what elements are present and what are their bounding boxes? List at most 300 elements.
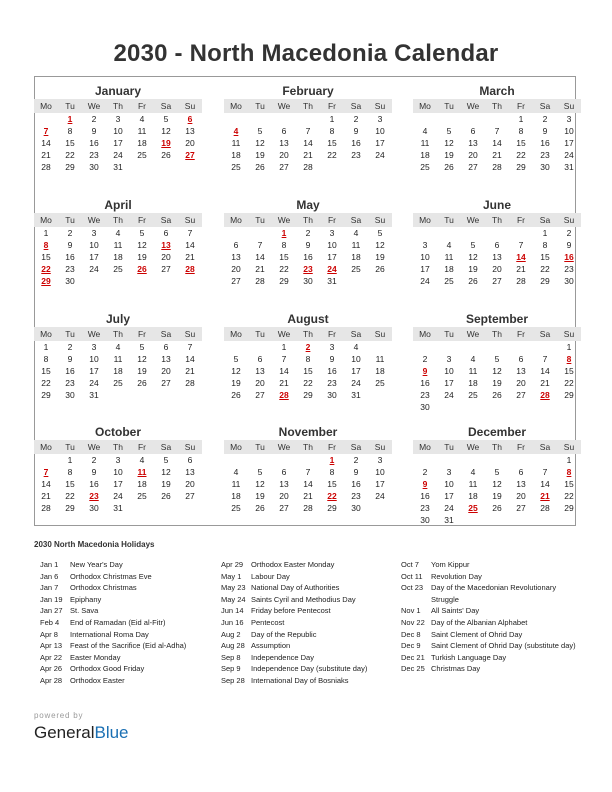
day-cell[interactable]: 27 bbox=[161, 264, 171, 274]
day-cell[interactable]: 15 bbox=[516, 138, 526, 148]
day-cell[interactable]: 5 bbox=[257, 467, 263, 477]
day-cell[interactable]: 28 bbox=[41, 503, 51, 513]
day-cell[interactable]: 12 bbox=[375, 240, 385, 250]
day-cell[interactable]: 25 bbox=[231, 162, 241, 172]
day-cell[interactable]: 9 bbox=[422, 479, 428, 489]
day-cell[interactable]: 11 bbox=[444, 252, 454, 262]
day-cell[interactable]: 24 bbox=[351, 378, 361, 388]
day-cell[interactable]: 12 bbox=[492, 366, 502, 376]
day-cell[interactable]: 29 bbox=[303, 390, 313, 400]
day-cell[interactable]: 20 bbox=[468, 150, 478, 160]
day-cell[interactable]: 3 bbox=[566, 114, 572, 124]
day-cell[interactable]: 13 bbox=[516, 479, 526, 489]
day-cell[interactable]: 6 bbox=[518, 467, 524, 477]
day-cell[interactable]: 3 bbox=[446, 467, 452, 477]
day-cell[interactable]: 11 bbox=[113, 240, 123, 250]
day-cell[interactable]: 18 bbox=[137, 479, 147, 489]
day-cell[interactable]: 4 bbox=[446, 240, 452, 250]
day-cell[interactable]: 20 bbox=[185, 479, 195, 489]
day-cell[interactable]: 5 bbox=[494, 354, 500, 364]
day-cell[interactable]: 20 bbox=[516, 491, 526, 501]
day-cell[interactable]: 28 bbox=[255, 276, 265, 286]
day-cell[interactable]: 26 bbox=[137, 378, 147, 388]
day-cell[interactable]: 21 bbox=[185, 366, 195, 376]
generalblue-logo[interactable] bbox=[34, 723, 129, 743]
day-cell[interactable]: 6 bbox=[281, 467, 287, 477]
day-cell[interactable]: 10 bbox=[444, 479, 454, 489]
day-cell[interactable]: 16 bbox=[420, 491, 430, 501]
day-cell[interactable]: 4 bbox=[139, 455, 145, 465]
day-cell[interactable]: 27 bbox=[468, 162, 478, 172]
day-cell[interactable]: 17 bbox=[89, 366, 99, 376]
day-cell[interactable]: 12 bbox=[161, 126, 171, 136]
day-cell[interactable]: 21 bbox=[303, 491, 313, 501]
day-cell[interactable]: 26 bbox=[231, 390, 241, 400]
day-cell[interactable]: 1 bbox=[329, 114, 335, 124]
day-cell[interactable]: 22 bbox=[279, 264, 289, 274]
day-cell[interactable]: 16 bbox=[65, 366, 75, 376]
day-cell[interactable]: 15 bbox=[65, 479, 75, 489]
day-cell[interactable]: 9 bbox=[67, 240, 73, 250]
day-cell[interactable]: 4 bbox=[115, 228, 121, 238]
day-cell[interactable]: 21 bbox=[41, 491, 51, 501]
day-cell[interactable]: 16 bbox=[327, 366, 337, 376]
day-cell[interactable]: 13 bbox=[468, 138, 478, 148]
day-cell[interactable]: 27 bbox=[516, 503, 526, 513]
day-cell[interactable]: 7 bbox=[43, 126, 49, 136]
day-cell[interactable]: 2 bbox=[353, 114, 359, 124]
day-cell[interactable]: 16 bbox=[303, 252, 313, 262]
day-cell[interactable]: 16 bbox=[351, 138, 361, 148]
day-cell[interactable]: 24 bbox=[375, 491, 385, 501]
day-cell[interactable]: 27 bbox=[231, 276, 241, 286]
day-cell[interactable]: 19 bbox=[492, 378, 502, 388]
day-cell[interactable]: 28 bbox=[185, 264, 195, 274]
day-cell[interactable]: 10 bbox=[444, 366, 454, 376]
day-cell[interactable]: 26 bbox=[492, 390, 502, 400]
day-cell[interactable]: 20 bbox=[279, 150, 289, 160]
day-cell[interactable]: 17 bbox=[327, 252, 337, 262]
day-cell[interactable]: 7 bbox=[187, 342, 193, 352]
day-cell[interactable]: 10 bbox=[375, 467, 385, 477]
day-cell[interactable]: 24 bbox=[89, 264, 99, 274]
day-cell[interactable]: 2 bbox=[67, 228, 73, 238]
day-cell[interactable]: 20 bbox=[255, 378, 265, 388]
day-cell[interactable]: 16 bbox=[420, 378, 430, 388]
day-cell[interactable]: 25 bbox=[351, 264, 361, 274]
day-cell[interactable]: 7 bbox=[187, 228, 193, 238]
day-cell[interactable]: 2 bbox=[542, 114, 548, 124]
day-cell[interactable]: 3 bbox=[91, 342, 97, 352]
day-cell[interactable]: 4 bbox=[422, 126, 428, 136]
day-cell[interactable]: 27 bbox=[279, 162, 289, 172]
day-cell[interactable]: 26 bbox=[444, 162, 454, 172]
day-cell[interactable]: 28 bbox=[303, 162, 313, 172]
day-cell[interactable]: 14 bbox=[255, 252, 265, 262]
day-cell[interactable]: 28 bbox=[540, 390, 550, 400]
day-cell[interactable]: 11 bbox=[231, 479, 241, 489]
day-cell[interactable]: 14 bbox=[540, 366, 550, 376]
day-cell[interactable]: 4 bbox=[470, 354, 476, 364]
day-cell[interactable]: 27 bbox=[255, 390, 265, 400]
day-cell[interactable]: 1 bbox=[43, 228, 49, 238]
day-cell[interactable]: 23 bbox=[351, 491, 361, 501]
day-cell[interactable]: 26 bbox=[468, 276, 478, 286]
day-cell[interactable]: 24 bbox=[444, 503, 454, 513]
day-cell[interactable]: 18 bbox=[137, 138, 147, 148]
day-cell[interactable]: 14 bbox=[303, 479, 313, 489]
day-cell[interactable]: 17 bbox=[113, 138, 123, 148]
day-cell[interactable]: 7 bbox=[542, 467, 548, 477]
day-cell[interactable]: 28 bbox=[516, 276, 526, 286]
day-cell[interactable]: 21 bbox=[516, 264, 526, 274]
day-cell[interactable]: 20 bbox=[492, 264, 502, 274]
day-cell[interactable]: 8 bbox=[542, 240, 548, 250]
day-cell[interactable]: 23 bbox=[420, 503, 430, 513]
day-cell[interactable]: 5 bbox=[139, 228, 145, 238]
day-cell[interactable]: 9 bbox=[91, 126, 97, 136]
day-cell[interactable]: 10 bbox=[351, 354, 361, 364]
day-cell[interactable]: 25 bbox=[444, 276, 454, 286]
day-cell[interactable]: 7 bbox=[43, 467, 49, 477]
day-cell[interactable]: 19 bbox=[255, 150, 265, 160]
day-cell[interactable]: 18 bbox=[231, 150, 241, 160]
day-cell[interactable]: 18 bbox=[444, 264, 454, 274]
day-cell[interactable]: 24 bbox=[564, 150, 574, 160]
day-cell[interactable]: 13 bbox=[255, 366, 265, 376]
day-cell[interactable]: 6 bbox=[494, 240, 500, 250]
day-cell[interactable]: 26 bbox=[255, 162, 265, 172]
day-cell[interactable]: 15 bbox=[303, 366, 313, 376]
day-cell[interactable]: 21 bbox=[255, 264, 265, 274]
day-cell[interactable]: 30 bbox=[327, 390, 337, 400]
day-cell[interactable]: 30 bbox=[351, 503, 361, 513]
day-cell[interactable]: 24 bbox=[375, 150, 385, 160]
day-cell[interactable]: 31 bbox=[444, 515, 454, 525]
day-cell[interactable]: 16 bbox=[564, 252, 574, 262]
day-cell[interactable]: 30 bbox=[89, 162, 99, 172]
day-cell[interactable]: 9 bbox=[67, 354, 73, 364]
day-cell[interactable]: 7 bbox=[305, 467, 311, 477]
day-cell[interactable]: 17 bbox=[113, 479, 123, 489]
day-cell[interactable]: 23 bbox=[65, 264, 75, 274]
day-cell[interactable]: 5 bbox=[470, 240, 476, 250]
day-cell[interactable]: 6 bbox=[187, 455, 193, 465]
day-cell[interactable]: 18 bbox=[420, 150, 430, 160]
day-cell[interactable]: 30 bbox=[65, 276, 75, 286]
day-cell[interactable]: 31 bbox=[89, 390, 99, 400]
day-cell[interactable]: 14 bbox=[185, 240, 195, 250]
day-cell[interactable]: 8 bbox=[67, 126, 73, 136]
day-cell[interactable]: 13 bbox=[185, 126, 195, 136]
day-cell[interactable]: 16 bbox=[89, 138, 99, 148]
day-cell[interactable]: 9 bbox=[305, 240, 311, 250]
day-cell[interactable]: 24 bbox=[327, 264, 337, 274]
day-cell[interactable]: 17 bbox=[351, 366, 361, 376]
day-cell[interactable]: 5 bbox=[494, 467, 500, 477]
day-cell[interactable]: 12 bbox=[255, 479, 265, 489]
day-cell[interactable]: 18 bbox=[468, 491, 478, 501]
day-cell[interactable]: 28 bbox=[492, 162, 502, 172]
day-cell[interactable]: 21 bbox=[303, 150, 313, 160]
day-cell[interactable]: 2 bbox=[91, 455, 97, 465]
day-cell[interactable]: 21 bbox=[540, 378, 550, 388]
day-cell[interactable]: 24 bbox=[89, 378, 99, 388]
day-cell[interactable]: 2 bbox=[305, 228, 311, 238]
day-cell[interactable]: 22 bbox=[516, 150, 526, 160]
day-cell[interactable]: 28 bbox=[540, 503, 550, 513]
day-cell[interactable]: 3 bbox=[329, 342, 335, 352]
day-cell[interactable]: 28 bbox=[303, 503, 313, 513]
day-cell[interactable]: 26 bbox=[137, 264, 147, 274]
day-cell[interactable]: 8 bbox=[43, 240, 49, 250]
day-cell[interactable]: 1 bbox=[542, 228, 548, 238]
day-cell[interactable]: 5 bbox=[163, 455, 169, 465]
day-cell[interactable]: 17 bbox=[444, 378, 454, 388]
day-cell[interactable]: 9 bbox=[566, 240, 572, 250]
day-cell[interactable]: 14 bbox=[492, 138, 502, 148]
day-cell[interactable]: 8 bbox=[67, 467, 73, 477]
day-cell[interactable]: 20 bbox=[279, 491, 289, 501]
day-cell[interactable]: 21 bbox=[41, 150, 51, 160]
day-cell[interactable]: 29 bbox=[65, 503, 75, 513]
day-cell[interactable]: 24 bbox=[113, 491, 123, 501]
day-cell[interactable]: 19 bbox=[492, 491, 502, 501]
day-cell[interactable]: 14 bbox=[303, 138, 313, 148]
day-cell[interactable]: 3 bbox=[377, 455, 383, 465]
day-cell[interactable]: 3 bbox=[422, 240, 428, 250]
day-cell[interactable]: 15 bbox=[327, 479, 337, 489]
day-cell[interactable]: 27 bbox=[161, 378, 171, 388]
day-cell[interactable]: 25 bbox=[113, 264, 123, 274]
day-cell[interactable]: 22 bbox=[65, 491, 75, 501]
day-cell[interactable]: 25 bbox=[375, 378, 385, 388]
day-cell[interactable]: 10 bbox=[89, 240, 99, 250]
day-cell[interactable]: 8 bbox=[329, 126, 335, 136]
day-cell[interactable]: 30 bbox=[540, 162, 550, 172]
day-cell[interactable]: 11 bbox=[113, 354, 123, 364]
day-cell[interactable]: 25 bbox=[468, 503, 478, 513]
day-cell[interactable]: 30 bbox=[420, 402, 430, 412]
day-cell[interactable]: 1 bbox=[67, 114, 73, 124]
day-cell[interactable]: 27 bbox=[492, 276, 502, 286]
day-cell[interactable]: 8 bbox=[43, 354, 49, 364]
day-cell[interactable]: 10 bbox=[564, 126, 574, 136]
day-cell[interactable]: 14 bbox=[41, 479, 51, 489]
day-cell[interactable]: 8 bbox=[329, 467, 335, 477]
day-cell[interactable]: 10 bbox=[113, 126, 123, 136]
day-cell[interactable]: 31 bbox=[113, 162, 123, 172]
day-cell[interactable]: 2 bbox=[305, 342, 311, 352]
day-cell[interactable]: 4 bbox=[233, 467, 239, 477]
day-cell[interactable]: 8 bbox=[281, 240, 287, 250]
day-cell[interactable]: 24 bbox=[113, 150, 123, 160]
day-cell[interactable]: 25 bbox=[137, 491, 147, 501]
day-cell[interactable]: 29 bbox=[564, 390, 574, 400]
day-cell[interactable]: 20 bbox=[185, 138, 195, 148]
day-cell[interactable]: 15 bbox=[41, 252, 51, 262]
day-cell[interactable]: 26 bbox=[492, 503, 502, 513]
day-cell[interactable]: 11 bbox=[420, 138, 430, 148]
day-cell[interactable]: 26 bbox=[161, 150, 171, 160]
day-cell[interactable]: 23 bbox=[65, 378, 75, 388]
day-cell[interactable]: 2 bbox=[566, 228, 572, 238]
day-cell[interactable]: 17 bbox=[420, 264, 430, 274]
day-cell[interactable]: 10 bbox=[89, 354, 99, 364]
day-cell[interactable]: 11 bbox=[231, 138, 241, 148]
day-cell[interactable]: 27 bbox=[185, 150, 195, 160]
day-cell[interactable]: 5 bbox=[233, 354, 239, 364]
day-cell[interactable]: 20 bbox=[161, 252, 171, 262]
day-cell[interactable]: 12 bbox=[444, 138, 454, 148]
day-cell[interactable]: 6 bbox=[163, 228, 169, 238]
day-cell[interactable]: 28 bbox=[41, 162, 51, 172]
day-cell[interactable]: 19 bbox=[468, 264, 478, 274]
day-cell[interactable]: 24 bbox=[420, 276, 430, 286]
day-cell[interactable]: 1 bbox=[566, 342, 572, 352]
day-cell[interactable]: 23 bbox=[564, 264, 574, 274]
day-cell[interactable]: 21 bbox=[185, 252, 195, 262]
day-cell[interactable]: 14 bbox=[540, 479, 550, 489]
day-cell[interactable]: 14 bbox=[279, 366, 289, 376]
day-cell[interactable]: 13 bbox=[492, 252, 502, 262]
day-cell[interactable]: 21 bbox=[279, 378, 289, 388]
day-cell[interactable]: 27 bbox=[185, 491, 195, 501]
day-cell[interactable]: 4 bbox=[115, 342, 121, 352]
day-cell[interactable]: 20 bbox=[516, 378, 526, 388]
day-cell[interactable]: 12 bbox=[468, 252, 478, 262]
day-cell[interactable]: 26 bbox=[255, 503, 265, 513]
day-cell[interactable]: 5 bbox=[139, 342, 145, 352]
day-cell[interactable]: 18 bbox=[231, 491, 241, 501]
day-cell[interactable]: 23 bbox=[89, 150, 99, 160]
day-cell[interactable]: 22 bbox=[327, 491, 337, 501]
day-cell[interactable]: 21 bbox=[540, 491, 550, 501]
day-cell[interactable]: 17 bbox=[444, 491, 454, 501]
day-cell[interactable]: 30 bbox=[65, 390, 75, 400]
day-cell[interactable]: 21 bbox=[492, 150, 502, 160]
day-cell[interactable]: 1 bbox=[329, 455, 335, 465]
day-cell[interactable]: 15 bbox=[41, 366, 51, 376]
day-cell[interactable]: 3 bbox=[377, 114, 383, 124]
day-cell[interactable]: 20 bbox=[231, 264, 241, 274]
day-cell[interactable]: 29 bbox=[327, 503, 337, 513]
day-cell[interactable]: 17 bbox=[375, 138, 385, 148]
day-cell[interactable]: 13 bbox=[279, 479, 289, 489]
day-cell[interactable]: 19 bbox=[375, 252, 385, 262]
day-cell[interactable]: 18 bbox=[113, 252, 123, 262]
day-cell[interactable]: 23 bbox=[327, 378, 337, 388]
day-cell[interactable]: 4 bbox=[233, 126, 239, 136]
day-cell[interactable]: 25 bbox=[468, 390, 478, 400]
day-cell[interactable]: 18 bbox=[375, 366, 385, 376]
day-cell[interactable]: 11 bbox=[468, 479, 478, 489]
day-cell[interactable]: 7 bbox=[494, 126, 500, 136]
day-cell[interactable]: 10 bbox=[113, 467, 123, 477]
day-cell[interactable]: 14 bbox=[516, 252, 526, 262]
day-cell[interactable]: 18 bbox=[468, 378, 478, 388]
day-cell[interactable]: 15 bbox=[564, 479, 574, 489]
day-cell[interactable]: 9 bbox=[91, 467, 97, 477]
day-cell[interactable]: 2 bbox=[67, 342, 73, 352]
day-cell[interactable]: 17 bbox=[564, 138, 574, 148]
day-cell[interactable]: 11 bbox=[351, 240, 361, 250]
day-cell[interactable]: 23 bbox=[303, 264, 313, 274]
day-cell[interactable]: 25 bbox=[420, 162, 430, 172]
day-cell[interactable]: 11 bbox=[468, 366, 478, 376]
day-cell[interactable]: 13 bbox=[185, 467, 195, 477]
day-cell[interactable]: 25 bbox=[113, 378, 123, 388]
day-cell[interactable]: 23 bbox=[351, 150, 361, 160]
day-cell[interactable]: 19 bbox=[161, 479, 171, 489]
day-cell[interactable]: 29 bbox=[41, 276, 51, 286]
day-cell[interactable]: 26 bbox=[161, 491, 171, 501]
day-cell[interactable]: 19 bbox=[161, 138, 171, 148]
day-cell[interactable]: 22 bbox=[540, 264, 550, 274]
day-cell[interactable]: 7 bbox=[518, 240, 524, 250]
day-cell[interactable]: 6 bbox=[281, 126, 287, 136]
day-cell[interactable]: 19 bbox=[137, 252, 147, 262]
day-cell[interactable]: 27 bbox=[279, 503, 289, 513]
day-cell[interactable]: 29 bbox=[41, 390, 51, 400]
day-cell[interactable]: 5 bbox=[163, 114, 169, 124]
day-cell[interactable]: 7 bbox=[305, 126, 311, 136]
day-cell[interactable]: 3 bbox=[329, 228, 335, 238]
day-cell[interactable]: 29 bbox=[279, 276, 289, 286]
day-cell[interactable]: 26 bbox=[375, 264, 385, 274]
day-cell[interactable]: 28 bbox=[279, 390, 289, 400]
day-cell[interactable]: 5 bbox=[257, 126, 263, 136]
day-cell[interactable]: 24 bbox=[444, 390, 454, 400]
day-cell[interactable]: 4 bbox=[139, 114, 145, 124]
day-cell[interactable]: 10 bbox=[375, 126, 385, 136]
day-cell[interactable]: 3 bbox=[115, 114, 121, 124]
day-cell[interactable]: 12 bbox=[161, 467, 171, 477]
day-cell[interactable]: 4 bbox=[470, 467, 476, 477]
day-cell[interactable]: 15 bbox=[65, 138, 75, 148]
day-cell[interactable]: 1 bbox=[566, 455, 572, 465]
day-cell[interactable]: 9 bbox=[422, 366, 428, 376]
day-cell[interactable]: 22 bbox=[303, 378, 313, 388]
day-cell[interactable]: 12 bbox=[137, 240, 147, 250]
day-cell[interactable]: 30 bbox=[89, 503, 99, 513]
day-cell[interactable]: 1 bbox=[281, 228, 287, 238]
day-cell[interactable]: 10 bbox=[327, 240, 337, 250]
day-cell[interactable]: 16 bbox=[351, 479, 361, 489]
day-cell[interactable]: 30 bbox=[420, 515, 430, 525]
day-cell[interactable]: 31 bbox=[113, 503, 123, 513]
day-cell[interactable]: 28 bbox=[185, 378, 195, 388]
day-cell[interactable]: 22 bbox=[41, 264, 51, 274]
day-cell[interactable]: 31 bbox=[327, 276, 337, 286]
day-cell[interactable]: 15 bbox=[279, 252, 289, 262]
day-cell[interactable]: 13 bbox=[516, 366, 526, 376]
day-cell[interactable]: 17 bbox=[375, 479, 385, 489]
day-cell[interactable]: 22 bbox=[65, 150, 75, 160]
day-cell[interactable]: 10 bbox=[420, 252, 430, 262]
day-cell[interactable]: 31 bbox=[351, 390, 361, 400]
day-cell[interactable]: 3 bbox=[446, 354, 452, 364]
day-cell[interactable]: 5 bbox=[446, 126, 452, 136]
day-cell[interactable]: 19 bbox=[255, 491, 265, 501]
day-cell[interactable]: 2 bbox=[353, 455, 359, 465]
day-cell[interactable]: 5 bbox=[377, 228, 383, 238]
day-cell[interactable]: 22 bbox=[327, 150, 337, 160]
day-cell[interactable]: 17 bbox=[89, 252, 99, 262]
day-cell[interactable]: 19 bbox=[137, 366, 147, 376]
day-cell[interactable]: 1 bbox=[43, 342, 49, 352]
day-cell[interactable]: 23 bbox=[420, 390, 430, 400]
